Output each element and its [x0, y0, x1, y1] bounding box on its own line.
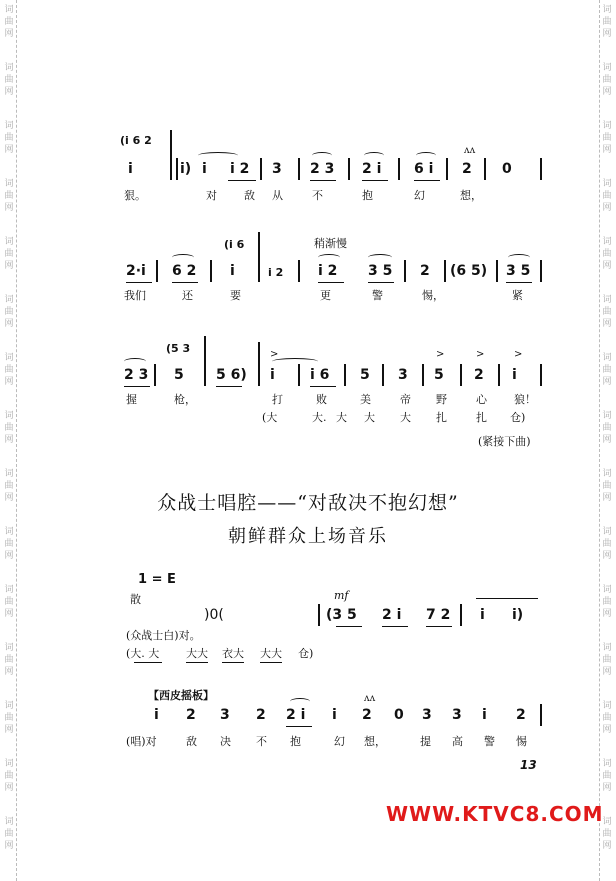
lyric: 紧	[512, 289, 523, 302]
lyric: 决	[220, 735, 231, 748]
lyric: 提	[420, 735, 431, 748]
lyric: 要	[230, 289, 241, 302]
spoken-line: (众战士白)对。	[126, 629, 201, 642]
lyric: 还	[182, 289, 193, 302]
lyric: 狼！	[514, 393, 536, 406]
note: 3	[422, 707, 432, 723]
percussion: 衣大	[222, 647, 244, 660]
note: 3	[398, 367, 408, 383]
left-margin-stamp	[2, 0, 17, 881]
margin-stamp-text: 词 曲 网	[4, 63, 14, 97]
note: 2 3	[310, 161, 335, 177]
lyric: 想，	[364, 735, 386, 748]
margin-stamp-text: 词 曲 网	[4, 701, 14, 735]
lyric: 帝	[400, 393, 411, 406]
margin-stamp-text: 词 曲 网	[602, 701, 612, 735]
percussion: 大	[364, 411, 375, 424]
lyric: 想，	[460, 189, 482, 202]
note: 2	[474, 367, 484, 383]
percussion: 扎	[476, 411, 487, 424]
lyric: 握	[126, 393, 137, 406]
margin-stamp-text: 词 曲 网	[602, 643, 612, 677]
note: 7 2	[426, 607, 451, 623]
percussion: 大	[400, 411, 411, 424]
margin-stamp-text: 词 曲 网	[602, 527, 612, 561]
percussion: 大.	[312, 411, 327, 424]
percussion: 大大	[186, 647, 208, 660]
percussion: 大	[336, 411, 347, 424]
note: 2 3	[124, 367, 149, 383]
note: 2 i	[286, 707, 306, 723]
note: i	[230, 263, 235, 279]
continuation-note: (紧接下曲)	[478, 435, 531, 448]
note: i 2	[318, 263, 338, 279]
note: i	[154, 707, 159, 723]
percussion: 大大	[260, 647, 282, 660]
note: 5	[174, 367, 184, 383]
margin-stamp-text: 词 曲 网	[4, 643, 14, 677]
lyric: 惕，	[422, 289, 444, 302]
page-number: 13	[520, 758, 537, 772]
lyric: 不	[312, 189, 323, 202]
lyric: 心	[476, 393, 487, 406]
tempo-marking: 稍渐慢	[314, 237, 347, 250]
note: i	[270, 367, 275, 383]
note: 2 i	[362, 161, 382, 177]
lyric: 抱	[290, 735, 301, 748]
note: 2	[256, 707, 266, 723]
right-margin-stamp	[599, 0, 614, 881]
margin-stamp-text: 词 曲 网	[4, 527, 14, 561]
note: 2	[420, 263, 430, 279]
note: 0	[502, 161, 512, 177]
margin-stamp-text: 词 曲 网	[4, 469, 14, 503]
lyric: 从	[272, 189, 283, 202]
section-subtitle: 朝鲜群众上场音乐	[228, 526, 388, 547]
note: 6 2	[172, 263, 197, 279]
note: 2	[186, 707, 196, 723]
note: 6 i	[414, 161, 434, 177]
note: 3	[220, 707, 230, 723]
key-signature: 1 = E	[138, 572, 176, 587]
tempo-marking: 散	[130, 593, 141, 606]
lyric: 惕	[516, 735, 527, 748]
note: i	[482, 707, 487, 723]
margin-stamp-text: 词 曲 网	[602, 5, 612, 39]
margin-stamp-text: 词 曲 网	[4, 295, 14, 329]
margin-stamp-text: 词 曲 网	[4, 121, 14, 155]
lyric: 不	[256, 735, 267, 748]
lyric: 败	[316, 393, 327, 406]
margin-stamp-text: 词 曲 网	[4, 759, 14, 793]
note: 3 5	[506, 263, 531, 279]
grace-notes: (5 3	[166, 342, 191, 355]
margin-stamp-text: 词 曲 网	[602, 179, 612, 213]
percussion: 仓)	[298, 647, 314, 660]
lyric: 警	[372, 289, 383, 302]
margin-stamp-text: 词 曲 网	[602, 295, 612, 329]
note: 2 i	[382, 607, 402, 623]
dynamic-marking: mf	[334, 589, 349, 602]
lyric: 打	[272, 393, 283, 406]
note: i 6	[310, 367, 330, 383]
note: 3	[272, 161, 282, 177]
note: i	[480, 607, 485, 623]
lyric: 警	[484, 735, 495, 748]
lyric: 对	[206, 189, 217, 202]
note: 3 5	[368, 263, 393, 279]
lyric: 敌	[186, 735, 197, 748]
percussion: (大. 大	[126, 647, 160, 660]
note: i)	[180, 161, 192, 177]
mode-marking: 【西皮摇板】	[148, 689, 214, 702]
margin-stamp-text: 词 曲 网	[4, 237, 14, 271]
grace-notes: (i 6 2	[120, 134, 152, 147]
note: i	[512, 367, 517, 383]
note: i 2	[268, 266, 284, 279]
lyric: 狠。	[124, 189, 146, 202]
margin-stamp-text: 词 曲 网	[602, 237, 612, 271]
percussion: (大	[262, 411, 278, 424]
section-title: 众战士唱腔——“对敌决不抱幻想”	[157, 492, 459, 514]
note: 2	[462, 161, 472, 177]
watermark-url: WWW.KTVC8.COM	[386, 802, 604, 826]
lyric: 幻	[334, 735, 345, 748]
margin-stamp-text: 词 曲 网	[602, 353, 612, 387]
lyric: 抱	[362, 189, 373, 202]
margin-stamp-text: 词 曲 网	[602, 817, 612, 851]
lyric: 更	[320, 289, 331, 302]
margin-stamp-text: 词 曲 网	[4, 585, 14, 619]
margin-stamp-text: 词 曲 网	[4, 353, 14, 387]
grace-notes: (i 6	[224, 238, 245, 251]
lyric: 幻	[414, 189, 425, 202]
lyric: (唱)对	[126, 735, 157, 748]
note: 3	[452, 707, 462, 723]
lyric: 美	[360, 393, 371, 406]
note: i	[128, 161, 133, 177]
margin-stamp-text: 词 曲 网	[602, 469, 612, 503]
note: (6 5)	[450, 263, 488, 279]
lyric: 高	[452, 735, 463, 748]
margin-stamp-text: 词 曲 网	[602, 759, 612, 793]
margin-stamp-text: 词 曲 网	[4, 5, 14, 39]
percussion: 扎	[436, 411, 447, 424]
lyric: 敌	[244, 189, 255, 202]
margin-stamp-text: 词 曲 网	[602, 585, 612, 619]
margin-stamp-text: 词 曲 网	[4, 817, 14, 851]
lyric: 枪，	[174, 393, 196, 406]
note: 5 6)	[216, 367, 247, 383]
margin-stamp-text: 词 曲 网	[602, 121, 612, 155]
lyric: 我们	[124, 289, 146, 302]
margin-stamp-text: 词 曲 网	[602, 63, 612, 97]
note: i	[332, 707, 337, 723]
margin-stamp-text: 词 曲 网	[4, 179, 14, 213]
margin-stamp-text: 词 曲 网	[4, 411, 14, 445]
note: 0	[394, 707, 404, 723]
note: i	[202, 161, 207, 177]
percussion: 仓)	[510, 411, 526, 424]
lyric: 野	[436, 393, 447, 406]
note: )0(	[204, 607, 224, 623]
note: 2	[362, 707, 372, 723]
note: 5	[360, 367, 370, 383]
note: 2·i	[126, 263, 146, 279]
note: i)	[512, 607, 524, 623]
note: 5	[434, 367, 444, 383]
note: (3 5	[326, 607, 357, 623]
note: i 2	[230, 161, 250, 177]
margin-stamp-text: 词 曲 网	[602, 411, 612, 445]
note: 2	[516, 707, 526, 723]
